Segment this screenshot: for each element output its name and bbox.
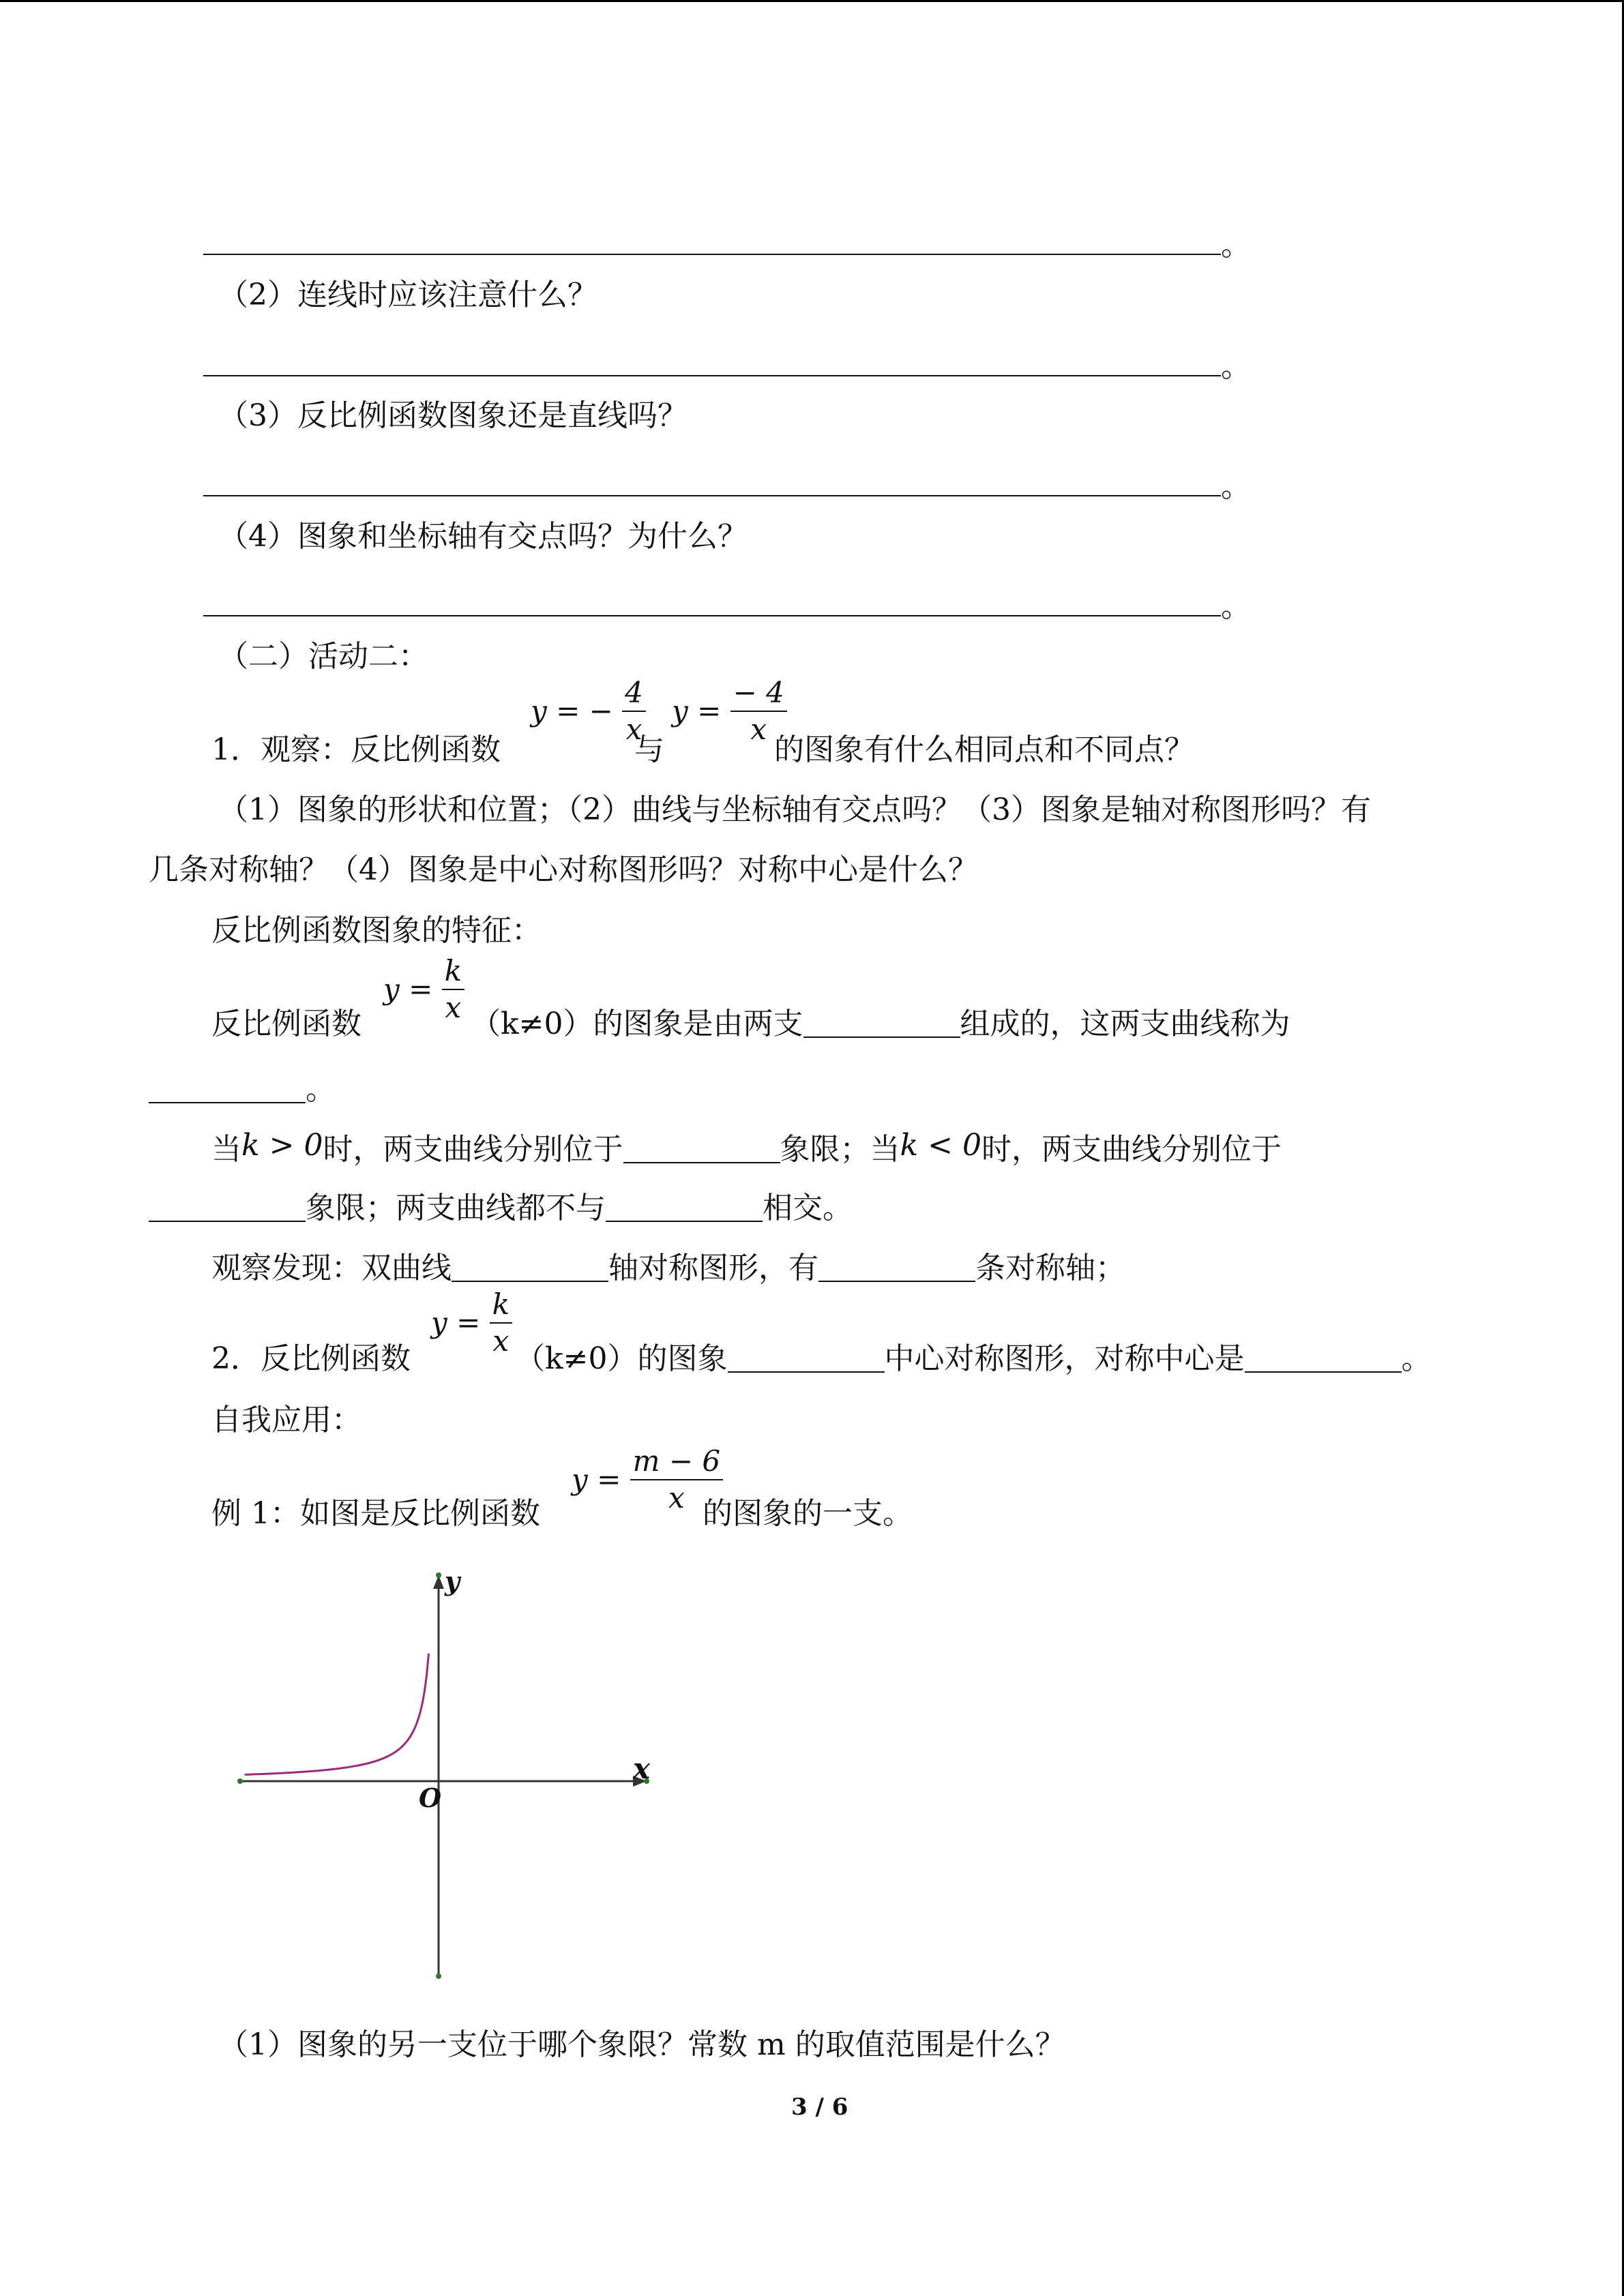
line3-a: 时，两支曲线分别位于 (323, 1132, 623, 1167)
page-number: 3 / 6 (791, 2093, 848, 2121)
question-3: （3）反比例函数图象还是直线吗？ (218, 398, 688, 433)
example1-suffix: 的图象的一支。 (703, 1496, 913, 1531)
features-line4 (149, 1188, 853, 1229)
hyperbola-branch (245, 1654, 429, 1775)
denominator: x (750, 713, 767, 746)
axis-end-point (436, 1572, 441, 1578)
origin-label: O (419, 1783, 442, 1813)
formula-y-m-minus-6-over-x (572, 1444, 723, 1516)
period: 。 (1221, 589, 1251, 624)
when-word: 当 (211, 1132, 241, 1167)
fill-blank[interactable] (452, 1253, 608, 1282)
answer-line (203, 495, 1221, 496)
period: 。 (1221, 228, 1251, 263)
line1-mid: （k≠0）的图象是由两支 (471, 1007, 803, 1041)
numerator: − 4 (730, 675, 787, 712)
fill-blank[interactable] (623, 1135, 780, 1163)
denominator: x (668, 1481, 685, 1515)
fill-blank[interactable] (728, 1344, 885, 1373)
fill-blank[interactable] (149, 1075, 306, 1103)
sub-questions-line2: 几条对称轴？（4）图象是中心对称图形吗？对称中心是什么？ (149, 852, 978, 887)
obs-a: 观察发现：双曲线 (211, 1251, 452, 1285)
axis-end-point (237, 1778, 243, 1784)
answer-line (203, 615, 1221, 616)
line4-b: 相交。 (763, 1191, 853, 1225)
line1-suffix: 组成的，这两支曲线称为 (960, 1007, 1290, 1041)
denominator: x (492, 1324, 510, 1358)
fill-blank[interactable] (1245, 1344, 1402, 1373)
p2-mid: （k≠0）的图象 (515, 1341, 728, 1376)
activity2-heading: （二）活动二： (218, 639, 428, 674)
formula-lhs: y = (383, 972, 433, 1006)
axis-end-point (436, 1973, 441, 1979)
formula-lhs: y = (672, 694, 722, 728)
obs-c: 条对称轴； (975, 1251, 1125, 1285)
line2-suffix: 。 (306, 1072, 336, 1107)
features-line3 (211, 1125, 1282, 1170)
features-heading: 反比例函数图象的特征： (211, 913, 542, 948)
formula-y-neg4-over-x (531, 675, 646, 747)
p2-b: 中心对称图形，对称中心是 (884, 1341, 1245, 1376)
numerator: k (442, 953, 464, 990)
question-4: （4）图象和坐标轴有交点吗？为什么？ (218, 519, 748, 554)
formula-lhs: y = (572, 1463, 621, 1496)
line3-c: 时，两支曲线分别位于 (981, 1132, 1282, 1167)
sub-questions-line1: （1）图象的形状和位置；（2）曲线与坐标轴有交点吗？（3）图象是轴对称图形吗？有 (218, 792, 1371, 827)
answer-line (203, 254, 1221, 255)
example1-question-1: （1）图象的另一支位于哪个象限？常数 m 的取值范围是什么？ (218, 2027, 1065, 2062)
features-line1-prefix: 反比例函数 (211, 1007, 361, 1041)
obs-b: 轴对称图形，有 (608, 1251, 818, 1285)
formula-lhs: y = (431, 1306, 481, 1339)
features-line1-text (471, 1004, 1290, 1045)
formula-lhs: y = − (531, 694, 613, 728)
y-axis-label: y (445, 1566, 460, 1596)
application-heading: 自我应用： (211, 1403, 361, 1437)
point2-prefix: 2．反比例函数 (211, 1341, 411, 1376)
fill-blank[interactable] (818, 1253, 975, 1282)
period: 。 (1221, 469, 1251, 504)
formula-y-k-over-x-2 (431, 1287, 512, 1359)
point2-text (515, 1339, 1432, 1380)
fraction (490, 1287, 512, 1359)
k-positive: k > 0 (241, 1128, 323, 1163)
numerator: k (490, 1287, 512, 1324)
numerator: 4 (622, 675, 646, 712)
hyperbola-graph (225, 1562, 675, 1998)
fraction (442, 953, 464, 1026)
observe-suffix: 的图象有什么相同点和不同点？ (774, 732, 1194, 767)
observe-prefix: 1．观察：反比例函数 (211, 732, 501, 767)
page-top-border (0, 0, 1624, 2)
denominator: x (625, 713, 643, 746)
denominator: x (445, 991, 462, 1024)
x-axis-label: x (633, 1752, 651, 1785)
line3-b: 象限；当 (780, 1132, 900, 1167)
and-word: 与 (634, 732, 664, 767)
formula-y-k-over-x (383, 953, 464, 1026)
numerator: m − 6 (630, 1444, 723, 1480)
fill-blank[interactable] (149, 1193, 306, 1222)
fill-blank[interactable] (606, 1193, 763, 1222)
fill-blank[interactable] (803, 1009, 960, 1038)
period: 。 (1221, 349, 1251, 384)
observation-line (211, 1248, 1125, 1289)
formula-y-minus4-over-x (672, 675, 787, 747)
features-line2 (149, 1069, 336, 1110)
question-2: （2）连线时应该注意什么？ (218, 278, 597, 312)
line4-a: 象限；两支曲线都不与 (306, 1191, 606, 1225)
k-negative: k < 0 (900, 1128, 981, 1163)
answer-line (203, 375, 1221, 376)
example1-prefix: 例 1：如图是反比例函数 (211, 1496, 540, 1531)
p2-end: 。 (1401, 1341, 1432, 1376)
